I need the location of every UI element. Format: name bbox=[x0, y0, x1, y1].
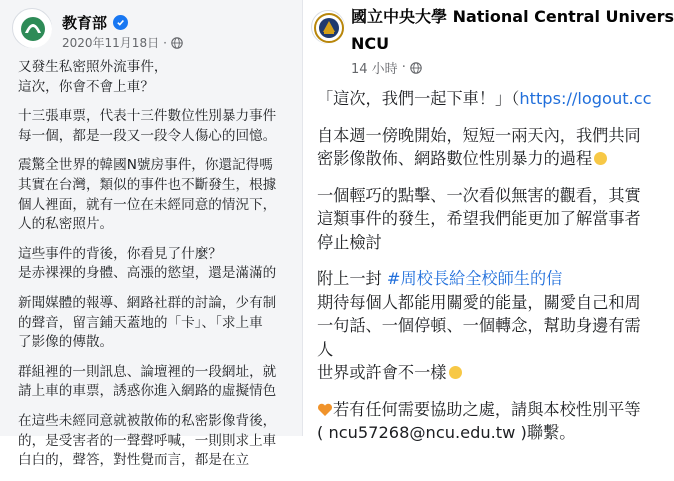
moe-post-meta bbox=[62, 34, 183, 51]
post-paragraph: 群組裡的一則訊息、論壇裡的一段網址，就 請上車的車票，誘惑你進入網路的虛擬情色 bbox=[18, 363, 277, 400]
post-paragraph: 在這些未經同意就被散佈的私密影像背後， 的，是受害者的一聲聲呼喊，一則則求上車 白白的，聲答，對性覺而言，都是在立 bbox=[18, 412, 277, 469]
post-line: 一個輕巧的點擊、一次看似無害的觀看，其實 bbox=[317, 185, 641, 205]
post-line: 若有任何需要協助之處，請與本校性別平等 bbox=[317, 398, 662, 422]
ncu-logo-icon bbox=[312, 11, 346, 45]
post-paragraph: 十三張車票，代表十三件數位性別暴力事件 每一個，都是一段又一段令人傷心的回憶。 bbox=[18, 108, 277, 144]
moe-post-text bbox=[18, 58, 298, 481]
orange-heart-icon bbox=[317, 403, 333, 417]
post-paragraph: 這些事件的背後，你看見了什麼？ 是赤裸裸的身體、高漲的慾望，還是滿滿的 bbox=[18, 245, 277, 282]
post-paragraph: 震驚全世界的韓國N號房事件，你還記得嗎 其實在台灣，類似的事件也不斷發生，根據 個人裡面，就有一位在未經同意的情況下， 人的私密照片。 bbox=[18, 157, 277, 233]
post-line: 世界或許會不一樣 bbox=[317, 361, 662, 385]
post-line: 期待每個人都能用關愛的能量，關愛自己和周 bbox=[317, 292, 641, 312]
moe-post bbox=[0, 0, 302, 469]
ncu-post-meta bbox=[351, 58, 422, 77]
post-line: 自本週一傍晚開始，短短一兩天內，我們共同 bbox=[317, 125, 641, 145]
smile-emoji-icon bbox=[449, 366, 462, 379]
moe-page-name[interactable]: 教育部 bbox=[62, 14, 108, 32]
post-line: 這類事件的發生，希望我們能更加了解當事者 bbox=[317, 209, 641, 228]
logout-link[interactable]: https://logout.cc bbox=[519, 89, 652, 108]
ncu-post-text bbox=[317, 87, 662, 445]
moe-post-date[interactable]: 2020年11月18日 bbox=[62, 36, 160, 50]
hashtag-link[interactable]: #周校長給全校師生的信 bbox=[386, 269, 563, 288]
sad-face-emoji-icon bbox=[594, 152, 607, 165]
post-paragraph: 新聞媒體的報導、網路社群的討論，少有制 的聲音，留言鋪天蓋地的「卡」、「求上車 了影像的傳散。 bbox=[18, 294, 277, 351]
post-line: 人 bbox=[317, 339, 334, 359]
meta-separator: · bbox=[401, 60, 406, 75]
post-line: 「這次，我們一起下車！」（https://logout.cc bbox=[317, 89, 652, 108]
post-line: 一句話、一個停頓、一個轉念，幫助身邊有需 bbox=[317, 316, 641, 335]
post-line: ( ncu57268@ncu.edu.tw )聯繫。 bbox=[317, 423, 576, 442]
verified-badge-icon bbox=[113, 15, 128, 30]
ncu-post-time[interactable]: 14 小時 bbox=[351, 62, 398, 77]
ncu-avatar[interactable] bbox=[311, 10, 345, 44]
post-line: 密影像散佈、網路數位性別暴力的過程 bbox=[317, 147, 662, 171]
moe-avatar[interactable] bbox=[12, 8, 52, 48]
ncu-post bbox=[302, 0, 674, 442]
meta-separator: · bbox=[163, 35, 167, 50]
globe-icon bbox=[171, 37, 183, 49]
moe-post-header bbox=[12, 6, 292, 54]
ncu-page-name[interactable]: 國立中央大學 National Central Univers bbox=[351, 7, 674, 26]
ncu-page-name-line2[interactable]: NCU bbox=[351, 34, 390, 53]
moe-logo-icon bbox=[13, 9, 53, 49]
post-line: 停止檢討 bbox=[317, 232, 382, 252]
post-paragraph: 又發生私密照外流事件， 這次，你會不會上車？ bbox=[18, 59, 168, 95]
globe-icon bbox=[410, 62, 422, 74]
post-line: 附上一封 #周校長給全校師生的信 bbox=[317, 269, 563, 288]
